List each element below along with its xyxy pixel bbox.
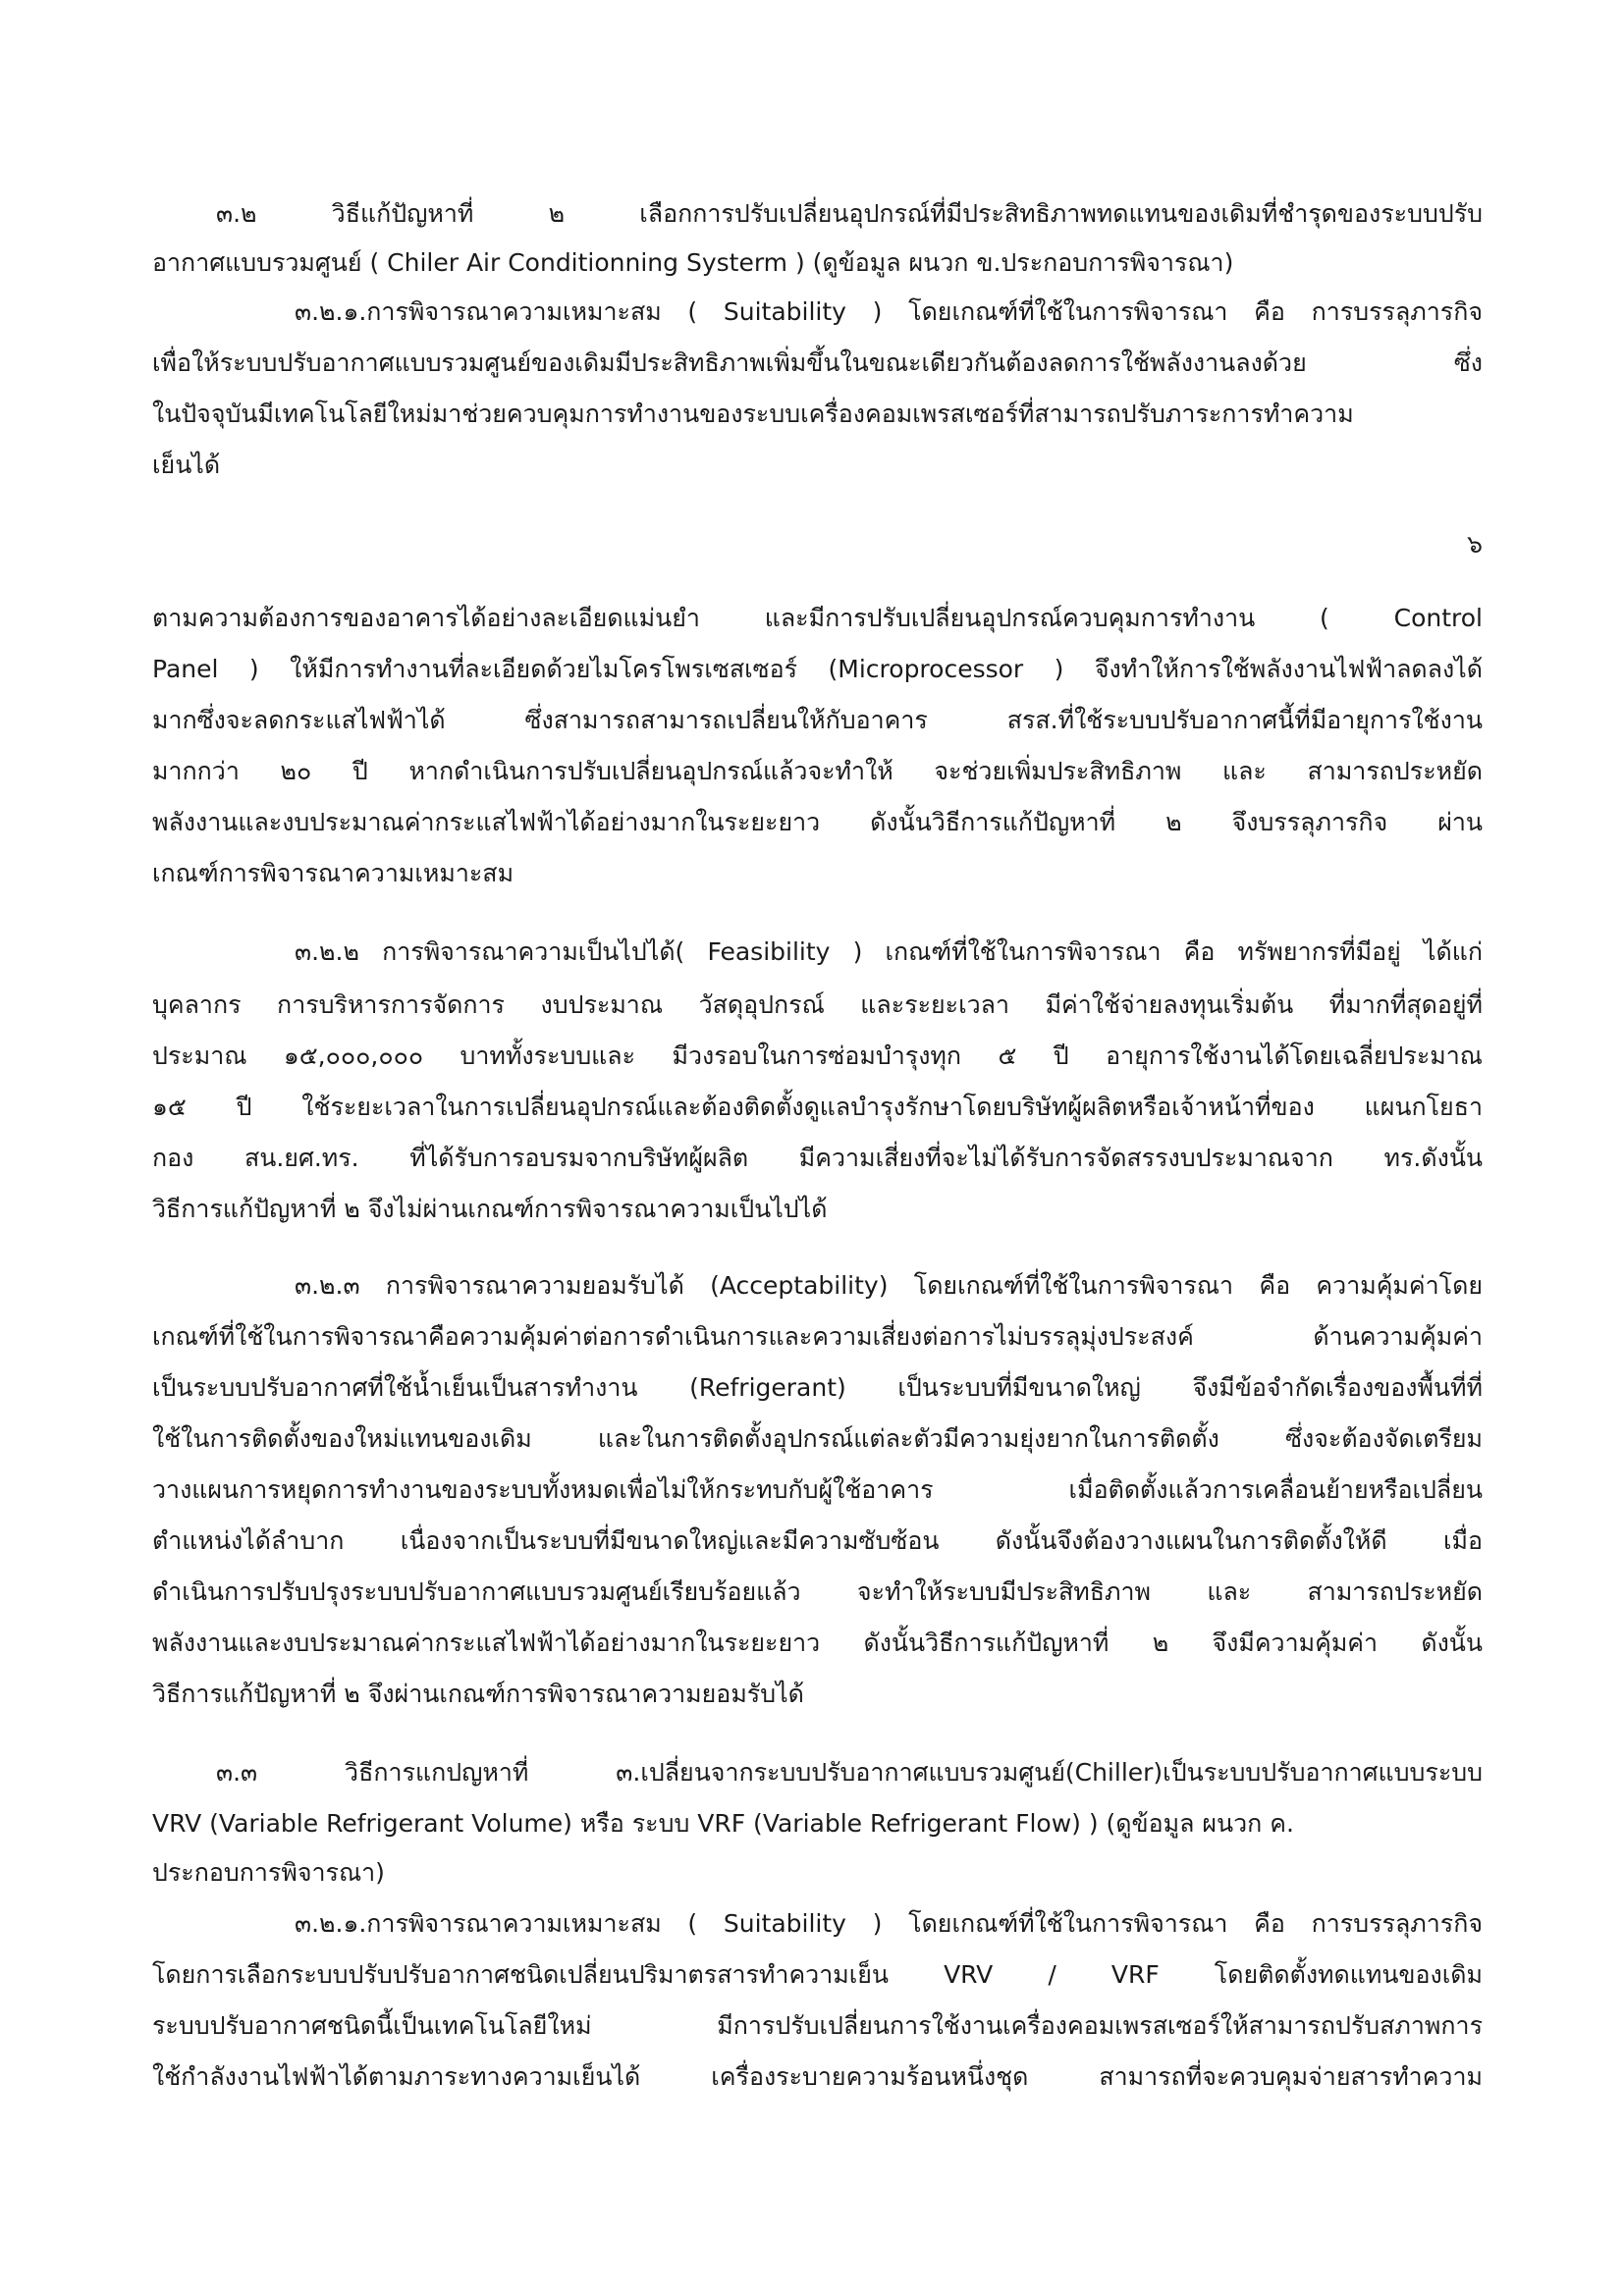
paragraph-line: ในปัจจุบันมีเทคโนโลยีใหม่มาช่วยควบคุมการทำงานของระบบเครื่องคอมเพรสเซอร์ที่สามารถปรับภาระการทำความ bbox=[152, 400, 1354, 428]
paragraph-line: ตามความต้องการของอาคารได้อย่างละเอียดแม่นยำ และมีการปรับเปลี่ยนอุปกรณ์ควบคุมการทำงาน ( Control bbox=[152, 604, 1483, 632]
paragraph-line: ประกอบการพิจารณา) bbox=[152, 1858, 385, 1887]
paragraph-line: โดยการเลือกระบบปรับปรับอากาศชนิดเปลี่ยนปริมาตรสารทำความเย็น VRV / VRF โดยติดตั้งทดแทนของเดิม bbox=[152, 1960, 1483, 1989]
paragraph-line: วางแผนการหยุดการทำงานของระบบทั้งหมดเพื่อไม่ให้กระทบกับผู้ใช้อาคาร เมื่อติดตั้งแล้วการเคลื่อนย้ายหรือเปลี่ยน bbox=[152, 1475, 1483, 1504]
paragraph-line: เกณฑ์ที่ใช้ในการพิจารณาคือความคุ้มค่าต่อการดำเนินการและความเสี่ยงต่อการไม่บรรลุมุ่งประสงค์ ด้านความคุ้มค่า bbox=[152, 1322, 1483, 1351]
paragraph-line: ๓.๒.๑.การพิจารณาความเหมาะสม ( Suitability ) โดยเกณฑ์ที่ใช้ในการพิจารณา คือ การบรรลุภารกิจ bbox=[295, 1909, 1483, 1938]
paragraph-line: ๓.๓ วิธีการแกปญหาที่ ๓.เปลี่ยนจากระบบปรับอากาศแบบรวมศูนย์(Chiller)เป็นระบบปรับอากาศแบบระบบ bbox=[216, 1758, 1483, 1787]
paragraph-line: ๓.๒.๑.การพิจารณาความเหมาะสม ( Suitability ) โดยเกณฑ์ที่ใช้ในการพิจารณา คือ การบรรลุภารกิจ bbox=[295, 297, 1483, 326]
paragraph-line: ๓.๒.๒ การพิจารณาความเป็นไปได้( Feasibility ) เกณฑ์ที่ใช้ในการพิจารณา คือ ทรัพยากรที่มีอยู่ ได้แก่ bbox=[295, 937, 1483, 966]
paragraph-line: อากาศแบบรวมศูนย์ ( Chiler Air Conditionning Systerm ) (ดูข้อมูล ผนวก ข.ประกอบการพิจารณา) bbox=[152, 248, 1234, 277]
paragraph-line: ๓.๒.๓ การพิจารณาความยอมรับได้ (Acceptability) โดยเกณฑ์ที่ใช้ในการพิจารณา คือ ความคุ้มค่าโดย bbox=[295, 1271, 1483, 1300]
paragraph-line: เย็นได้ bbox=[152, 451, 221, 479]
paragraph-line: ๓.๒ วิธีแก้ปัญหาที่ ๒ เลือกการปรับเปลี่ยนอุปกรณ์ที่มีประสิทธิภาพทดแทนของเดิมที่ชำรุดของระบบปรับ bbox=[216, 199, 1483, 228]
paragraph-line: ตำแหน่งได้ลำบาก เนื่องจากเป็นระบบที่มีขนาดใหญ่และมีความซับซ้อน ดังนั้นจึงต้องวางแผนในการติดตั้งให้ดี เมื่อ bbox=[152, 1526, 1483, 1555]
paragraph-line: ประมาณ ๑๕,๐๐๐,๐๐๐ บาททั้งระบบและ มีวงรอบในการซ่อมบำรุงทุก ๕ ปี อายุการใช้งานได้โดยเฉลี่ยประมาณ bbox=[152, 1041, 1483, 1070]
paragraph-line: ๑๕ ปี ใช้ระยะเวลาในการเปลี่ยนอุปกรณ์และต้องติดตั้งดูแลบำรุงรักษาโดยบริษัทผู้ผลิตหรือเจ้าหน้าที่ของ แผนกโยธา bbox=[152, 1093, 1483, 1121]
paragraph-line: เพื่อให้ระบบปรับอากาศแบบรวมศูนย์ของเดิมมีประสิทธิภาพเพิ่มขึ้นในขณะเดียวกันต้องลดการใช้พลังงานลงด้วย ซึ่ง bbox=[152, 348, 1483, 377]
paragraph-line: เป็นระบบปรับอากาศที่ใช้น้ำเย็นเป็นสารทำงาน (Refrigerant) เป็นระบบที่มีขนาดใหญ่ จึงมีข้อจำกัดเรื่องของพื้นที่ที่ bbox=[152, 1373, 1483, 1402]
paragraph-line: มากกว่า ๒๐ ปี หากดำเนินการปรับเปลี่ยนอุปกรณ์แล้วจะทำให้ จะช่วยเพิ่มประสิทธิภาพ และ สามารถประหยัด bbox=[152, 757, 1483, 785]
paragraph-line: เกณฑ์การพิจารณาความเหมาะสม bbox=[152, 859, 514, 887]
paragraph-line: ใช้ในการติดตั้งของใหม่แทนของเดิม และในการติดตั้งอุปกรณ์แต่ละตัวมีความยุ่งยากในการติดตั้ง ซึ่งจะต้องจัดเตรียม bbox=[152, 1424, 1483, 1453]
paragraph-line: กอง สน.ยศ.ทร. ที่ได้รับการอบรมจากบริษัทผู้ผลิต มีความเสี่ยงที่จะไม่ได้รับการจัดสรรงบประมาณจาก ทร.ดังนั้น bbox=[152, 1144, 1483, 1172]
paragraph-line: VRV (Variable Refrigerant Volume) หรือ ระบบ VRF (Variable Refrigerant Flow) ) (ดูข้อมูล ผนวก ค. bbox=[152, 1809, 1294, 1838]
paragraph-line: พลังงานและงบประมาณค่ากระแสไฟฟ้าได้อย่างมากในระยะยาว ดังนั้นวิธีการแก้ปัญหาที่ ๒ จึงมีความคุ้มค่า ดังนั้น bbox=[152, 1629, 1483, 1657]
paragraph-line: มากซึ่งจะลดกระแสไฟฟ้าได้ ซึ่งสามารถสามารถเปลี่ยนให้กับอาคาร สรส.ที่ใช้ระบบปรับอากาศนี้ที่มีอายุการใช้งาน bbox=[152, 706, 1483, 734]
paragraph-line: ดำเนินการปรับปรุงระบบปรับอากาศแบบรวมศูนย์เรียบร้อยแล้ว จะทำให้ระบบมีประสิทธิภาพ และ สามารถประหยัด bbox=[152, 1577, 1483, 1606]
paragraph-line: วิธีการแก้ปัญหาที่ ๒ จึงผ่านเกณฑ์การพิจารณาความยอมรับได้ bbox=[152, 1680, 804, 1708]
paragraph-line: ใช้กำลังงานไฟฟ้าได้ตามภาระทางความเย็นได้ เครื่องระบายความร้อนหนึ่งชุด สามารถที่จะควบคุมจ่ายสารทำความ bbox=[152, 2062, 1483, 2091]
paragraph-line: พลังงานและงบประมาณค่ากระแสไฟฟ้าได้อย่างมากในระยะยาว ดังนั้นวิธีการแก้ปัญหาที่ ๒ จึงบรรลุภารกิจ ผ่าน bbox=[152, 808, 1483, 836]
paragraph-line: ระบบปรับอากาศชนิดนี้เป็นเทคโนโลยีใหม่ มีการปรับเปลี่ยนการใช้งานเครื่องคอมเพรสเซอร์ให้สามารถปรับสภาพการ bbox=[152, 2011, 1483, 2040]
paragraph-line: บุคลากร การบริหารการจัดการ งบประมาณ วัสดุอุปกรณ์ และระยะเวลา มีค่าใช้จ่ายลงทุนเริ่มต้น ที่มากที่สุดอยู่ที่ bbox=[152, 990, 1483, 1019]
paragraph-line: วิธีการแก้ปัญหาที่ ๒ จึงไม่ผ่านเกณฑ์การพิจารณาความเป็นไปได้ bbox=[152, 1195, 828, 1223]
page-number: ๖ bbox=[1467, 530, 1483, 559]
paragraph-line: Panel ) ให้มีการทำงานที่ละเอียดด้วยไมโครโพรเซสเซอร์ (Microprocessor ) จึงทำให้การใช้พลังงานไฟฟ้าลดลงได้ bbox=[152, 655, 1483, 683]
